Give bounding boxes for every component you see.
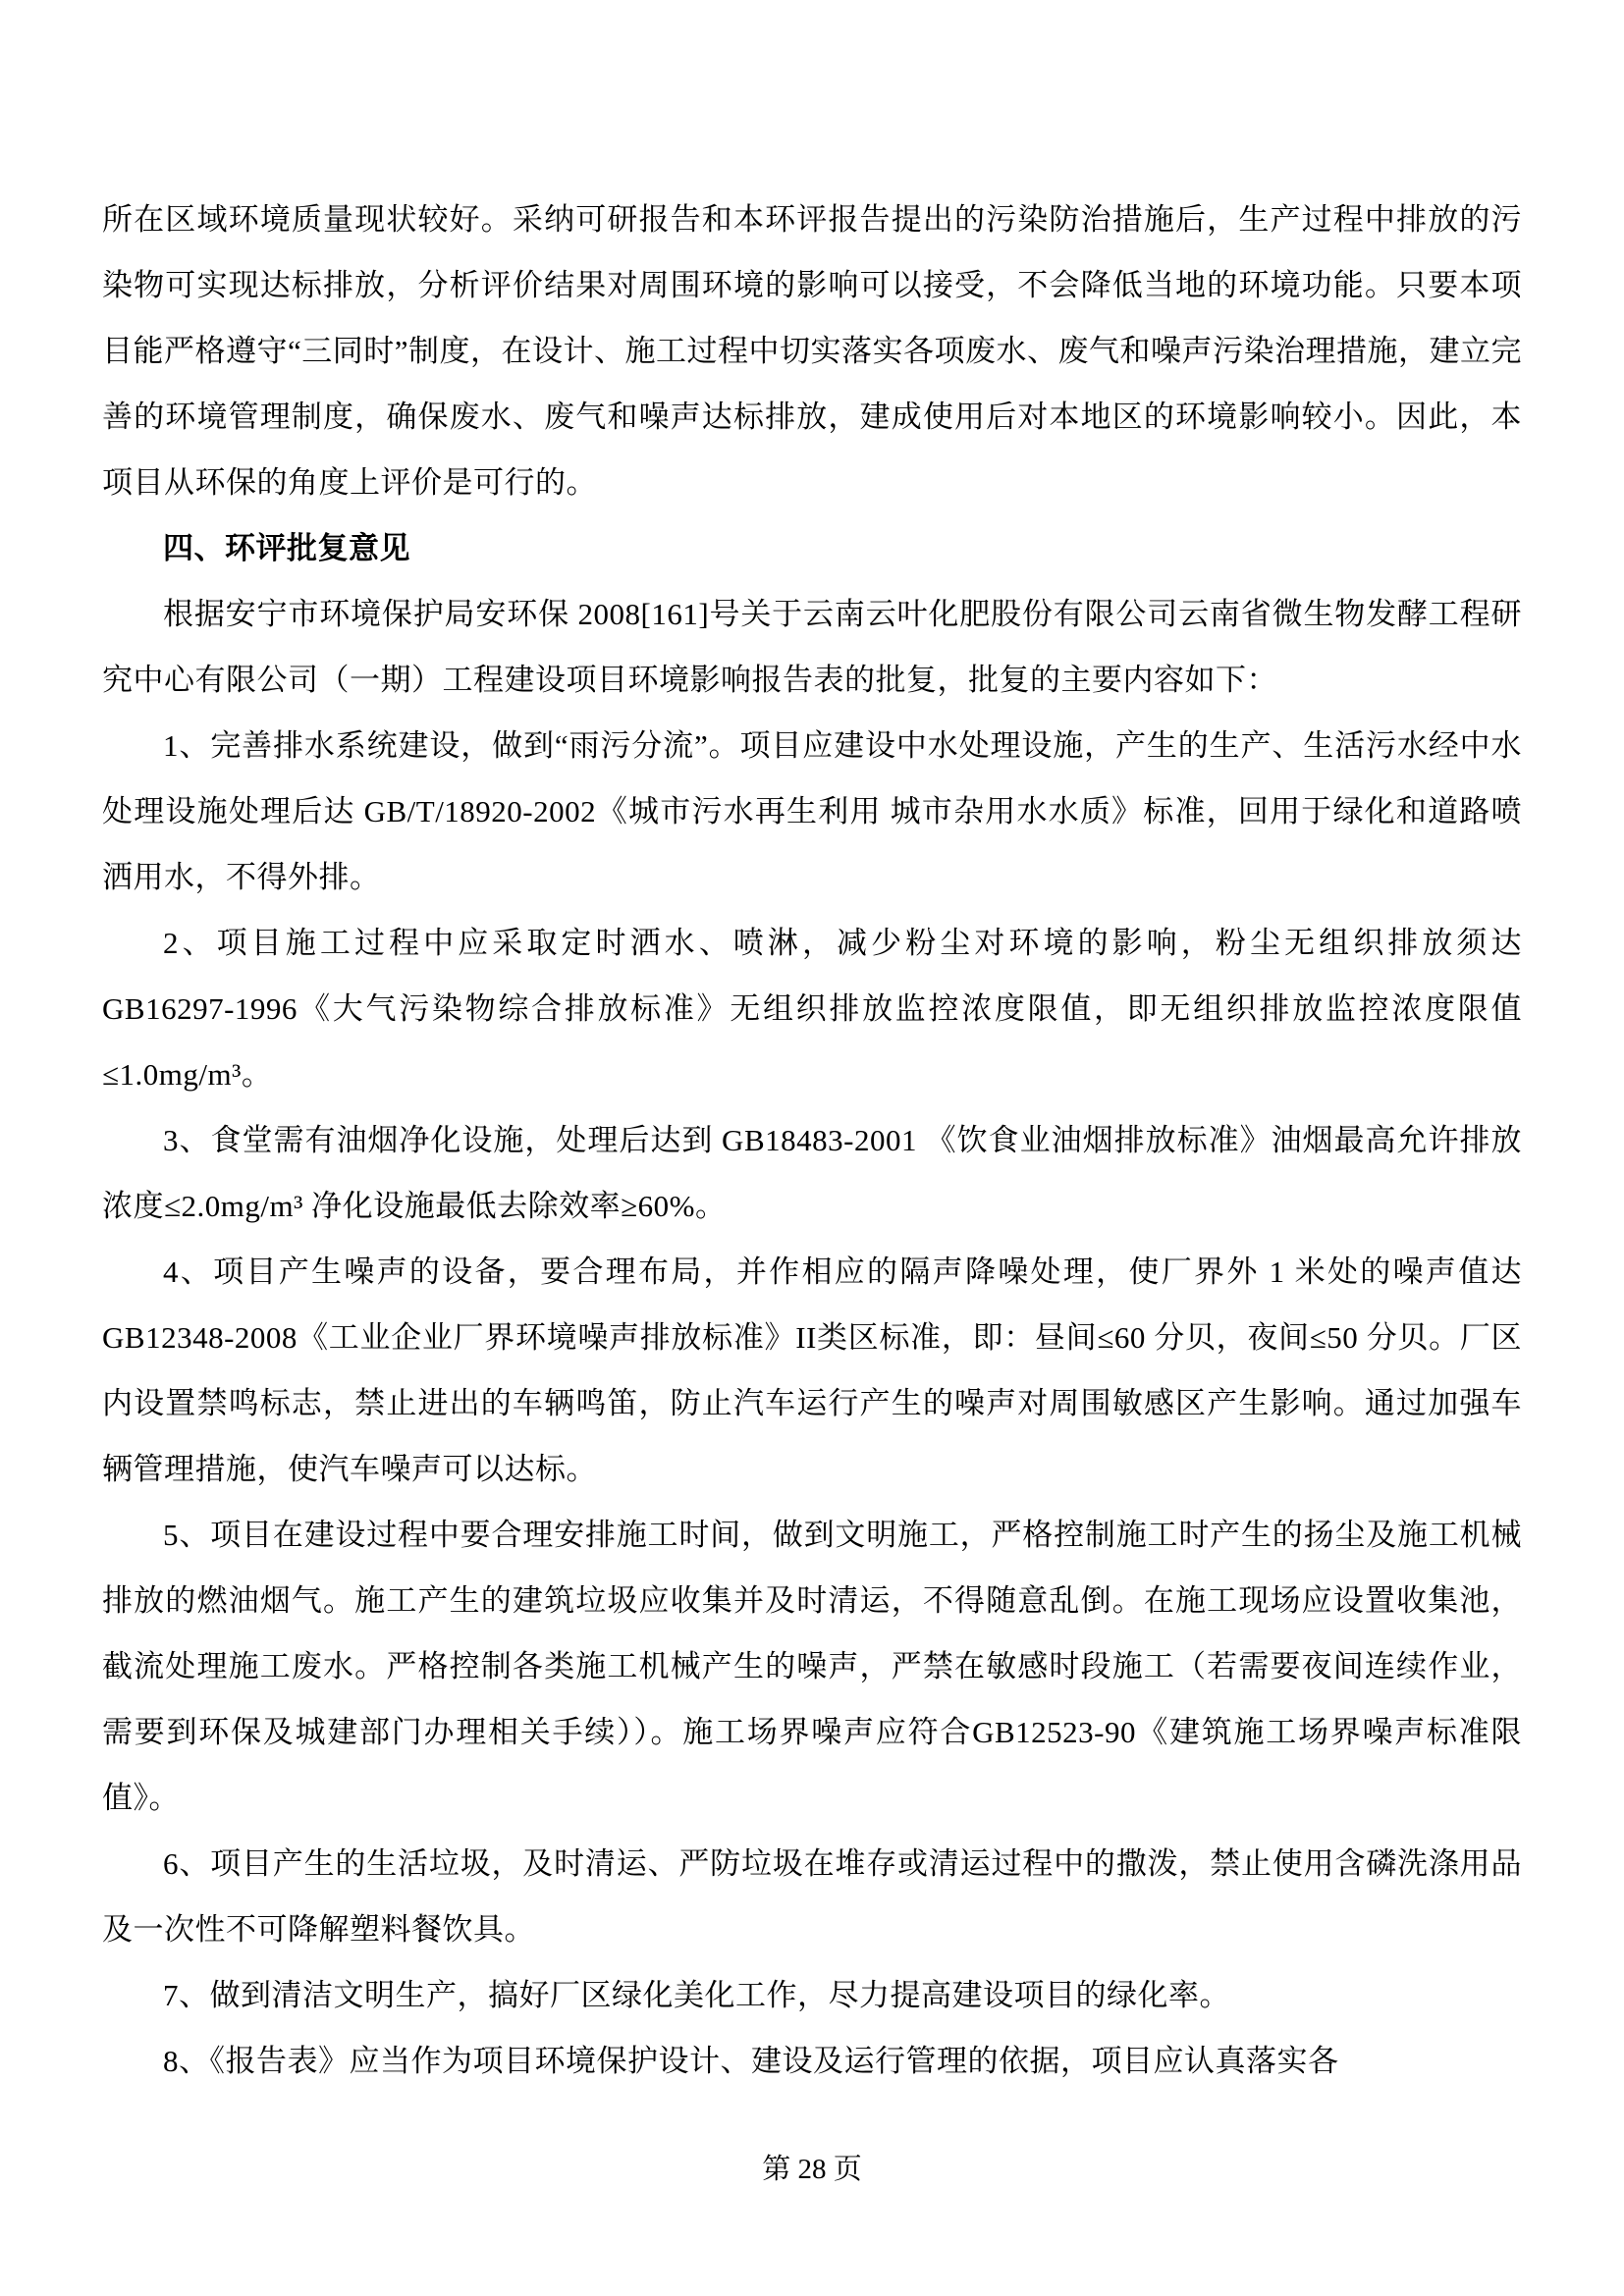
- paragraph-conclusion: 所在区域环境质量现状较好。采纳可研报告和本环评报告提出的污染防治措施后，生产过程中排放的污染物可实现达标排放，分析评价结果对周围环境的影响可以接受，不会降低当地的环境功能。只要本项目能严格遵守“三同时”制度，在设计、施工过程中切实落实各项废水、废气和噪声污染治理措施，建立完善的环境管理制度，确保废水、废气和噪声达标排放，建成使用后对本地区的环境影响较小。因此，本项目从环保的角度上评价是可行的。: [102, 202, 1523, 500]
- page-number: 第 28 页: [762, 2154, 862, 2185]
- page-content: [102, 187, 1522, 2094]
- list-item-7-greening: 7、做到清洁文明生产，搞好厂区绿化美化工作，尽力提高建设项目的绿化率。: [163, 1978, 1230, 2012]
- list-item-4-noise: 4、项目产生噪声的设备，要合理布局，并作相应的隔声降噪处理，使厂界外 1 米处的噪声值达 GB12348-2008《工业企业厂界环境噪声排放标准》II类区标准，即：昼间≤60 分贝，夜间≤50 分贝。厂区内设置禁鸣标志，禁止进出的车辆鸣笛，防止汽车运行产生的噪声对周围敏感区产生影响。通过加强车辆管理措施，使汽车噪声可以达标。: [102, 1255, 1522, 1486]
- section-heading-approval-opinions: 四、环评批复意见: [163, 531, 410, 565]
- list-item-8-report-basis: 8、《报告表》应当作为项目环境保护设计、建设及运行管理的依据，项目应认真落实各: [163, 2044, 1339, 2078]
- paragraph-approval-intro: 根据安宁市环境保护局安环保 2008[161]号关于云南云叶化肥股份有限公司云南省微生物发酵工程研究中心有限公司（一期）工程建设项目环境影响报告表的批复，批复的主要内容如下：: [102, 597, 1522, 697]
- list-item-3-fume: 3、食堂需有油烟净化设施，处理后达到 GB18483-2001 《饮食业油烟排放标准》油烟最高允许排放浓度≤2.0mg/m³ 净化设施最低去除效率≥60%。: [102, 1123, 1522, 1223]
- page-footer: [0, 2150, 1624, 2189]
- list-item-5-construction: 5、项目在建设过程中要合理安排施工时间，做到文明施工，严格控制施工时产生的扬尘及施工机械排放的燃油烟气。施工产生的建筑垃圾应收集并及时清运，不得随意乱倒。在施工现场应设置收集池，截流处理施工废水。严格控制各类施工机械产生的噪声，严禁在敏感时段施工（若需要夜间连续作业，需要到环保及城建部门办理相关手续））。施工场界噪声应符合GB12523-90《建筑施工场界噪声标准限值》。: [102, 1518, 1522, 1815]
- list-item-2-dust: 2、项目施工过程中应采取定时洒水、喷淋，减少粉尘对环境的影响，粉尘无组织排放须达 GB16297-1996《大气污染物综合排放标准》无组织排放监控浓度限值，即无组织排放监控浓度限值≤1.0mg/m³。: [102, 926, 1522, 1092]
- list-item-1-drainage: 1、完善排水系统建设，做到“雨污分流”。项目应建设中水处理设施，产生的生产、生活污水经中水处理设施处理后达 GB/T/18920-2002《城市污水再生利用 城市杂用水水质》标准，回用于绿化和道路喷洒用水，不得外排。: [102, 728, 1522, 894]
- list-item-6-waste: 6、项目产生的生活垃圾，及时清运、严防垃圾在堆存或清运过程中的撒泼，禁止使用含磷洗涤用品及一次性不可降解塑料餐饮具。: [102, 1846, 1522, 1947]
